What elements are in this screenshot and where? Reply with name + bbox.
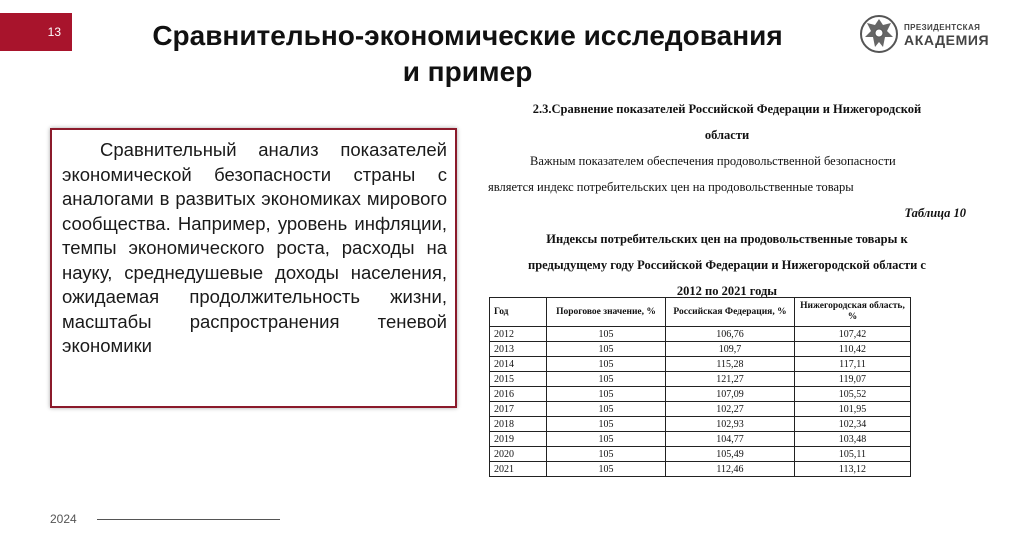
- cell-nizhny: 119,07: [795, 372, 911, 387]
- cpi-table: [489, 297, 911, 477]
- cell-year: 2017: [490, 402, 547, 417]
- slide-title-line1: Сравнительно-экономические исследования: [152, 20, 783, 51]
- cell-year: 2012: [490, 327, 547, 342]
- table-row: [490, 417, 911, 432]
- cell-threshold: 105: [547, 327, 666, 342]
- cell-nizhny: 113,12: [795, 462, 911, 477]
- slide-number-badge: [0, 13, 72, 51]
- cell-russia: 107,09: [666, 387, 795, 402]
- cell-russia: 102,27: [666, 402, 795, 417]
- table-row: [490, 387, 911, 402]
- document-heading: [488, 96, 966, 148]
- cell-threshold: 105: [547, 417, 666, 432]
- table-row: [490, 357, 911, 372]
- cell-threshold: 105: [547, 357, 666, 372]
- cell-nizhny: 110,42: [795, 342, 911, 357]
- document-heading-line1: 2.3.Сравнение показателей Российской Федерации и Нижегородской: [532, 102, 922, 116]
- table-number: Таблица 10: [904, 206, 966, 220]
- logo-line2: АКАДЕМИЯ: [904, 32, 990, 48]
- cell-year: 2018: [490, 417, 547, 432]
- table-row: [490, 447, 911, 462]
- table-row: [490, 342, 911, 357]
- table-caption-line1: Индексы потребительских цен на продовольственные товары к: [546, 232, 908, 246]
- table-row: [490, 402, 911, 417]
- cell-nizhny: 117,11: [795, 357, 911, 372]
- eagle-emblem-icon: [858, 10, 900, 58]
- logo-text: [904, 22, 989, 46]
- header-russia: Российская Федерация, %: [666, 298, 795, 327]
- cell-year: 2013: [490, 342, 547, 357]
- cell-russia: 115,28: [666, 357, 795, 372]
- footer-year: 2024: [50, 512, 77, 526]
- cell-nizhny: 107,42: [795, 327, 911, 342]
- table-caption-line2: предыдущему году Российской Федерации и Нижегородской области с: [528, 258, 926, 272]
- cell-year: 2020: [490, 447, 547, 462]
- cell-threshold: 105: [547, 447, 666, 462]
- cell-threshold: 105: [547, 432, 666, 447]
- logo-line1: ПРЕЗИДЕНТСКАЯ: [904, 23, 981, 32]
- cell-russia: 105,49: [666, 447, 795, 462]
- slide-number: 13: [47, 25, 61, 39]
- cell-russia: 104,77: [666, 432, 795, 447]
- table-row: [490, 372, 911, 387]
- cell-nizhny: 102,34: [795, 417, 911, 432]
- table-caption: [488, 226, 966, 304]
- cell-year: 2015: [490, 372, 547, 387]
- document-paragraph-line2: является индекс потребительских цен на продовольственные товары: [488, 180, 854, 194]
- cell-nizhny: 101,95: [795, 402, 911, 417]
- cell-russia: 112,46: [666, 462, 795, 477]
- document-heading-line2: области: [704, 128, 750, 142]
- cell-threshold: 105: [547, 462, 666, 477]
- document-paragraph-line1: Важным показателем обеспечения продовольственной безопасности: [530, 154, 896, 168]
- cell-threshold: 105: [547, 372, 666, 387]
- header-nizhny: Нижегородская область, %: [795, 298, 911, 327]
- description-text: Сравнительный анализ показателей экономической безопасности страны с аналогами в развитых экономиках мирового сообщества. Например, уровень инфляции, темпы экономического роста, расходы на науку, среднедушевые доходы населения, ожидаемая продолжительность жизни, масштабы распространения теневой экономики: [62, 139, 447, 356]
- slide-title: [80, 18, 855, 90]
- table-row: [490, 327, 911, 342]
- cell-russia: 106,76: [666, 327, 795, 342]
- table-row: [490, 432, 911, 447]
- cell-year: 2019: [490, 432, 547, 447]
- cell-threshold: 105: [547, 402, 666, 417]
- cell-threshold: 105: [547, 387, 666, 402]
- document-paragraph: [488, 148, 966, 200]
- cell-russia: 102,93: [666, 417, 795, 432]
- cell-threshold: 105: [547, 342, 666, 357]
- table-caption-line3: 2012 по 2021 годы: [676, 284, 778, 298]
- cell-russia: 109,7: [666, 342, 795, 357]
- footer-divider: [97, 519, 280, 520]
- cell-russia: 121,27: [666, 372, 795, 387]
- cell-nizhny: 103,48: [795, 432, 911, 447]
- cell-nizhny: 105,11: [795, 447, 911, 462]
- cell-nizhny: 105,52: [795, 387, 911, 402]
- document-excerpt: [488, 96, 966, 304]
- cell-year: 2014: [490, 357, 547, 372]
- description-textbox: [50, 128, 457, 408]
- table-header-row: [490, 298, 911, 327]
- cell-year: 2021: [490, 462, 547, 477]
- academy-logo: [858, 10, 998, 60]
- cell-year: 2016: [490, 387, 547, 402]
- table-row: [490, 462, 911, 477]
- header-year: Год: [490, 298, 547, 327]
- header-threshold: Пороговое значение, %: [547, 298, 666, 327]
- slide-title-line2: и пример: [402, 56, 533, 87]
